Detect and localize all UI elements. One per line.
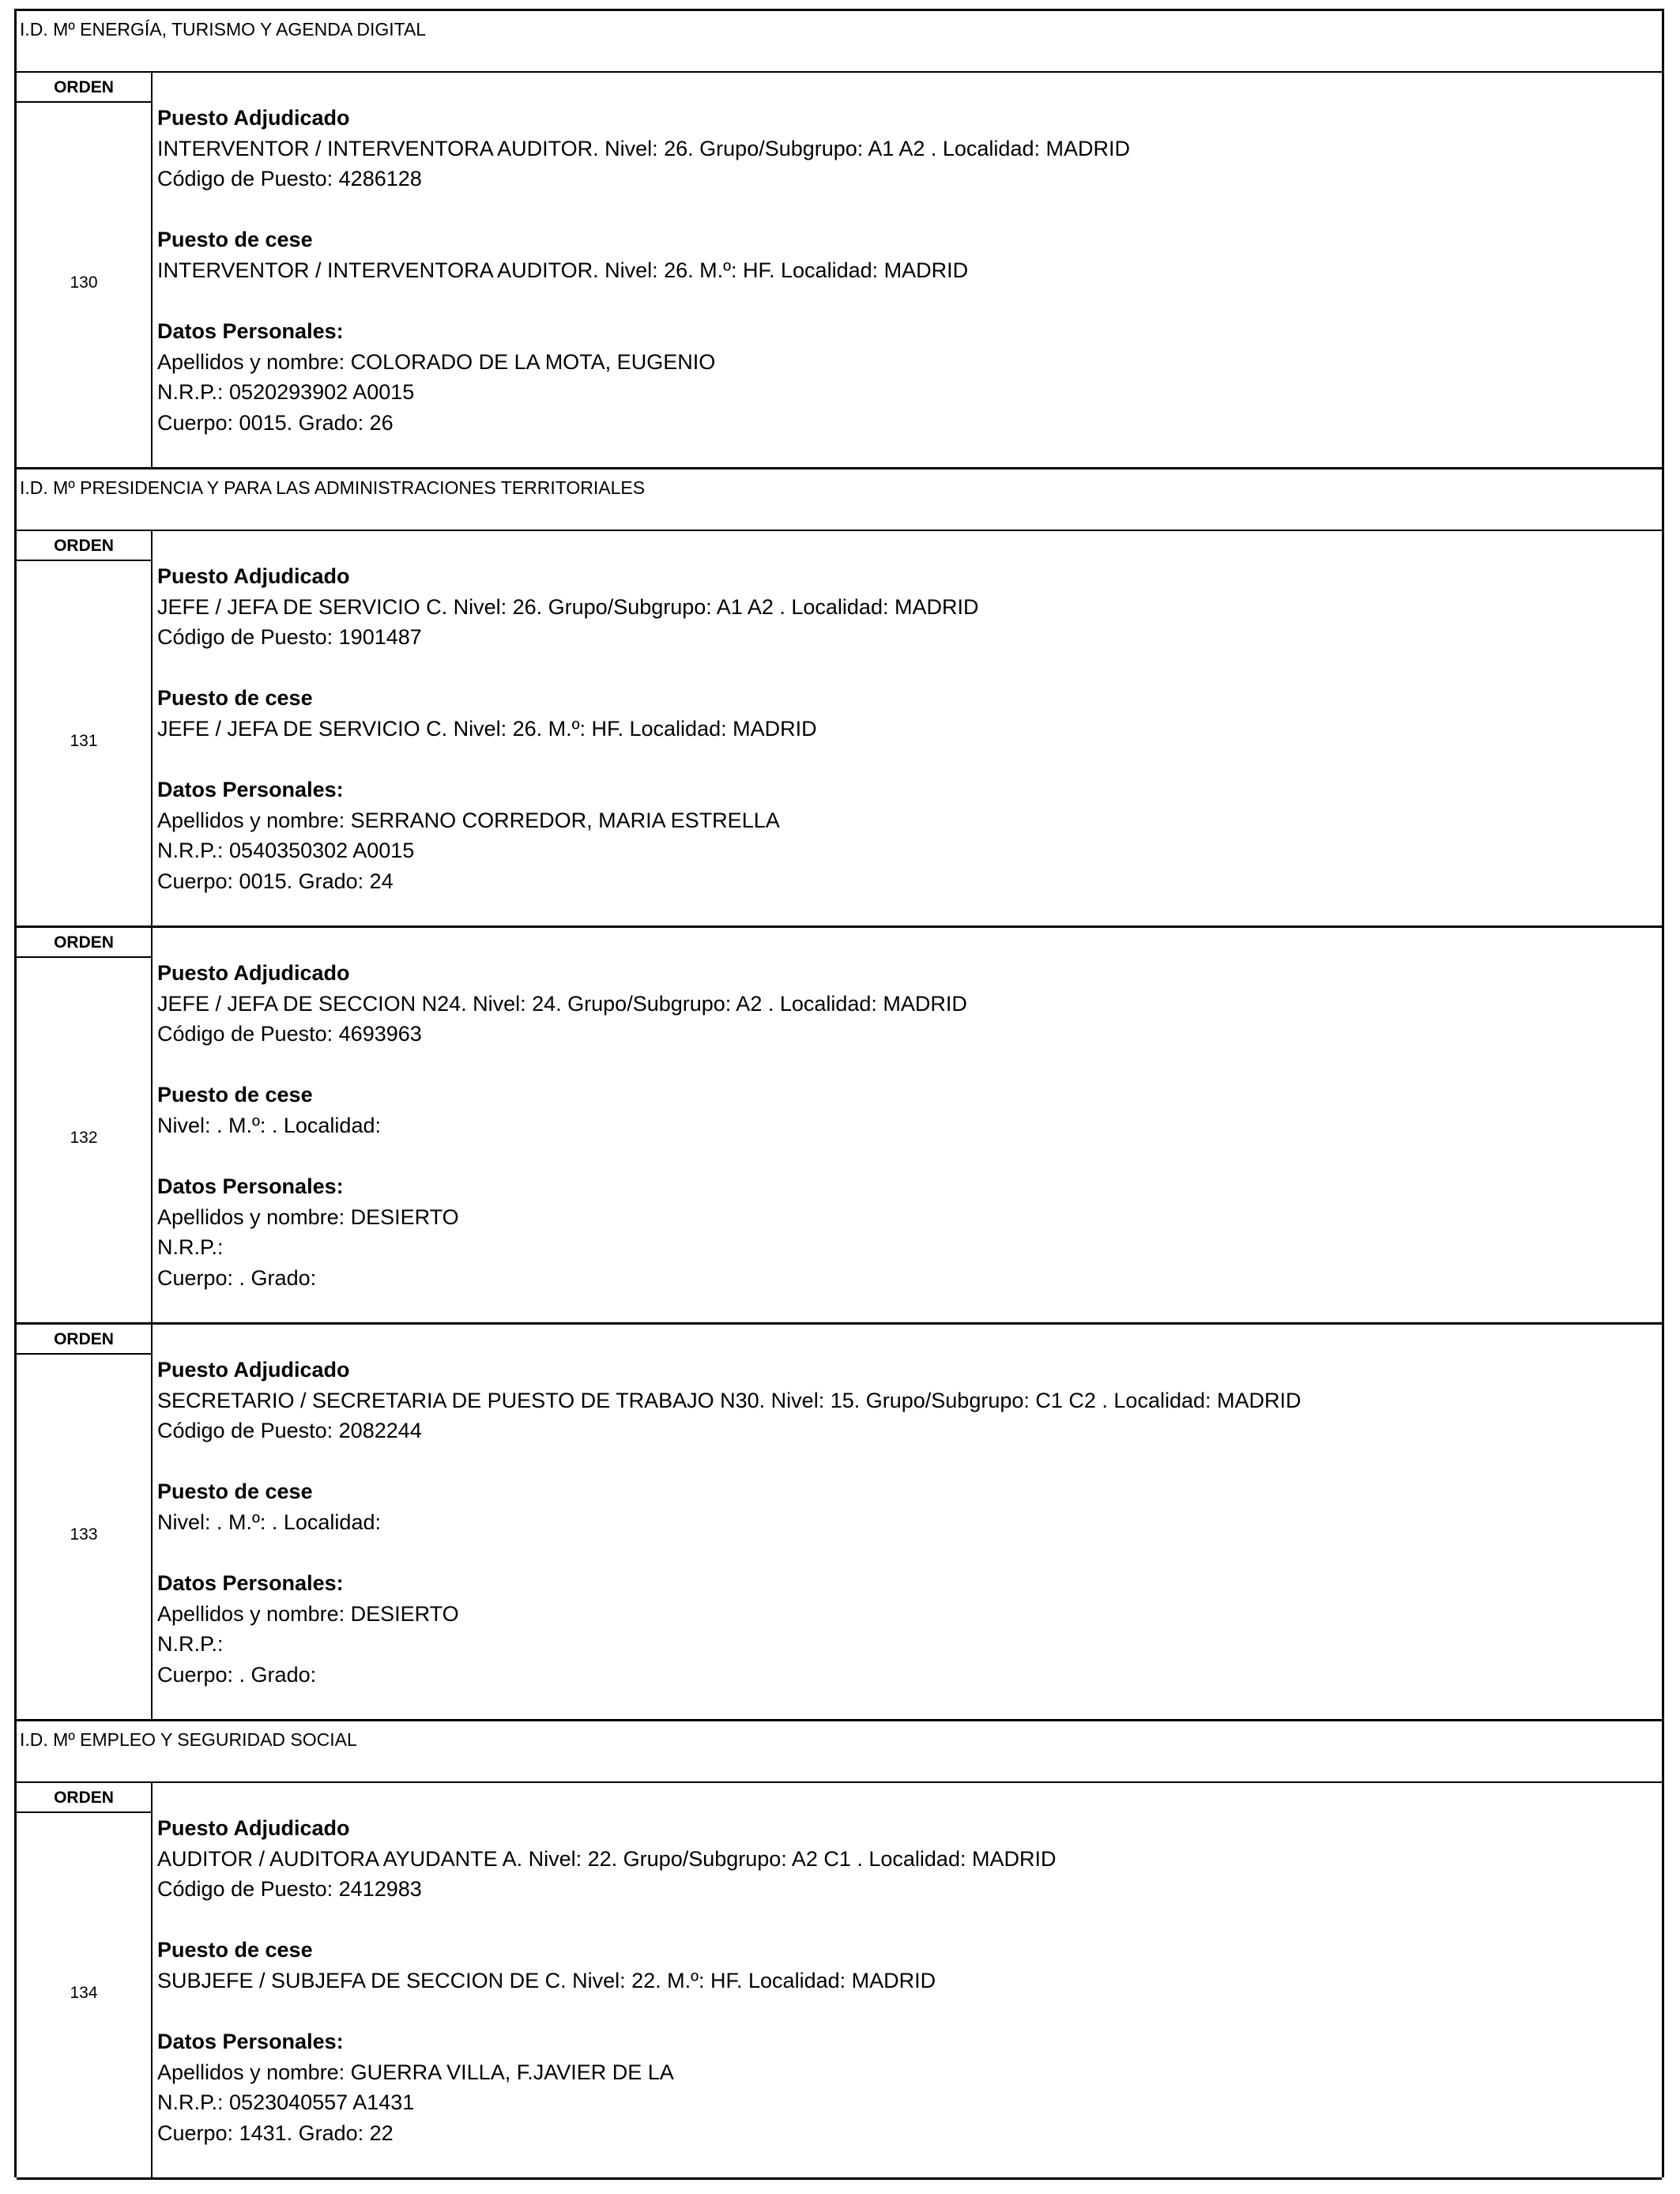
apellidos-nombre: Apellidos y nombre: DESIERTO: [157, 1204, 459, 1229]
codigo-puesto: Código de Puesto: 2412983: [157, 1877, 422, 1902]
datos-personales-heading: Datos Personales:: [157, 778, 344, 802]
puesto-cese-text: Nivel: . M.º: . Localidad:: [157, 1113, 381, 1137]
datos-personales-heading: Datos Personales:: [157, 1571, 344, 1596]
orden-column: [17, 1783, 153, 2177]
puesto-adjudicado-text: INTERVENTOR / INTERVENTORA AUDITOR. Nivel: 26. Grupo/Subgrupo: A1 A2 . Localidad: MADRID: [157, 136, 1130, 160]
cuerpo-grado: Cuerpo: 1431. Grado: 22: [157, 2120, 394, 2145]
orden-label: ORDEN: [17, 1783, 151, 1813]
orden-label: ORDEN: [17, 928, 151, 958]
nrp: N.R.P.: 0523040557 A1431: [157, 2090, 415, 2115]
puesto-cese-text: JEFE / JEFA DE SERVICIO C. Nivel: 26. M.º: HF. Localidad: MADRID: [157, 716, 817, 741]
puesto-cese-heading: Puesto de cese: [157, 1480, 313, 1504]
cuerpo-grado: Cuerpo: 0015. Grado: 26: [157, 410, 394, 435]
entry-row: [17, 531, 1662, 928]
nrp: N.R.P.: 0540350302 A0015: [157, 839, 415, 863]
orden-number: 133: [70, 1525, 98, 1544]
puesto-adjudicado-heading: Puesto Adjudicado: [157, 961, 350, 985]
cuerpo-grado: Cuerpo: . Grado:: [157, 1662, 317, 1687]
orden-column: [17, 73, 153, 467]
codigo-puesto: Código de Puesto: 1901487: [157, 625, 422, 650]
section-title: I.D. Mº PRESIDENCIA Y PARA LAS ADMINISTRACIONES TERRITORIALES: [20, 477, 646, 498]
puesto-adjudicado-heading: Puesto Adjudicado: [157, 1816, 350, 1840]
section-title: I.D. Mº ENERGÍA, TURISMO Y AGENDA DIGITAL: [20, 19, 427, 40]
entry-row: [17, 1325, 1662, 1721]
apellidos-nombre: Apellidos y nombre: COLORADO DE LA MOTA, EUGENIO: [157, 349, 716, 374]
nrp: N.R.P.:: [157, 1632, 224, 1657]
codigo-puesto: Código de Puesto: 2082244: [157, 1419, 422, 1443]
orden-label: ORDEN: [17, 531, 151, 561]
section-title: I.D. Mº EMPLEO Y SEGURIDAD SOCIAL: [20, 1729, 357, 1750]
puesto-adjudicado-text: JEFE / JEFA DE SERVICIO C. Nivel: 26. Grupo/Subgrupo: A1 A2 . Localidad: MADRID: [157, 594, 979, 619]
orden-number: 130: [70, 273, 98, 292]
puesto-adjudicado-text: AUDITOR / AUDITORA AYUDANTE A. Nivel: 22. Grupo/Subgrupo: A2 C1 . Localidad: MADRID: [157, 1846, 1057, 1871]
orden-column: [17, 1325, 153, 1719]
apellidos-nombre: Apellidos y nombre: GUERRA VILLA, F.JAVIER DE LA: [157, 2060, 674, 2084]
puesto-cese-heading: Puesto de cese: [157, 686, 313, 711]
orden-label: ORDEN: [17, 73, 151, 103]
datos-personales-heading: Datos Personales:: [157, 1174, 344, 1199]
apellidos-nombre: Apellidos y nombre: DESIERTO: [157, 1601, 459, 1626]
codigo-puesto: Código de Puesto: 4286128: [157, 167, 422, 191]
puesto-cese-text: INTERVENTOR / INTERVENTORA AUDITOR. Nivel: 26. M.º: HF. Localidad: MADRID: [157, 258, 969, 282]
section-header: [17, 11, 1662, 73]
entry-content: [157, 1813, 1654, 2149]
entry-row: [17, 73, 1662, 469]
orden-number: 134: [70, 1984, 98, 2002]
orden-number: 131: [70, 732, 98, 750]
section-header: [17, 1721, 1662, 1783]
puesto-adjudicado-heading: Puesto Adjudicado: [157, 106, 350, 130]
cuerpo-grado: Cuerpo: 0015. Grado: 24: [157, 869, 394, 893]
section-header: [17, 469, 1662, 531]
document-table: [14, 9, 1664, 2177]
puesto-cese-text: SUBJEFE / SUBJEFA DE SECCION DE C. Nivel: 22. M.º: HF. Localidad: MADRID: [157, 1968, 936, 1992]
entry-content: [157, 958, 1654, 1294]
entry-row: [17, 928, 1662, 1325]
entry-content: [157, 103, 1654, 439]
entry-content: [157, 1355, 1654, 1691]
cuerpo-grado: Cuerpo: . Grado:: [157, 1265, 317, 1290]
puesto-cese-heading: Puesto de cese: [157, 1938, 313, 1962]
codigo-puesto: Código de Puesto: 4693963: [157, 1022, 422, 1046]
puesto-adjudicado-text: SECRETARIO / SECRETARIA DE PUESTO DE TRABAJO N30. Nivel: 15. Grupo/Subgrupo: C1 C2 . Localidad: MADRID: [157, 1388, 1301, 1412]
puesto-cese-heading: Puesto de cese: [157, 228, 313, 252]
nrp: N.R.P.: 0520293902 A0015: [157, 380, 415, 405]
apellidos-nombre: Apellidos y nombre: SERRANO CORREDOR, MARIA ESTRELLA: [157, 808, 780, 832]
entry-row: [17, 1783, 1662, 2180]
nrp: N.R.P.:: [157, 1235, 224, 1260]
puesto-cese-heading: Puesto de cese: [157, 1083, 313, 1107]
orden-number: 132: [70, 1129, 98, 1147]
puesto-adjudicado-heading: Puesto Adjudicado: [157, 564, 350, 588]
puesto-cese-text: Nivel: . M.º: . Localidad:: [157, 1510, 381, 1534]
orden-label: ORDEN: [17, 1325, 151, 1355]
puesto-adjudicado-text: JEFE / JEFA DE SECCION N24. Nivel: 24. Grupo/Subgrupo: A2 . Localidad: MADRID: [157, 991, 967, 1016]
orden-column: [17, 928, 153, 1322]
puesto-adjudicado-heading: Puesto Adjudicado: [157, 1358, 350, 1382]
entry-content: [157, 561, 1654, 897]
orden-column: [17, 531, 153, 925]
datos-personales-heading: Datos Personales:: [157, 319, 344, 344]
datos-personales-heading: Datos Personales:: [157, 2030, 344, 2054]
